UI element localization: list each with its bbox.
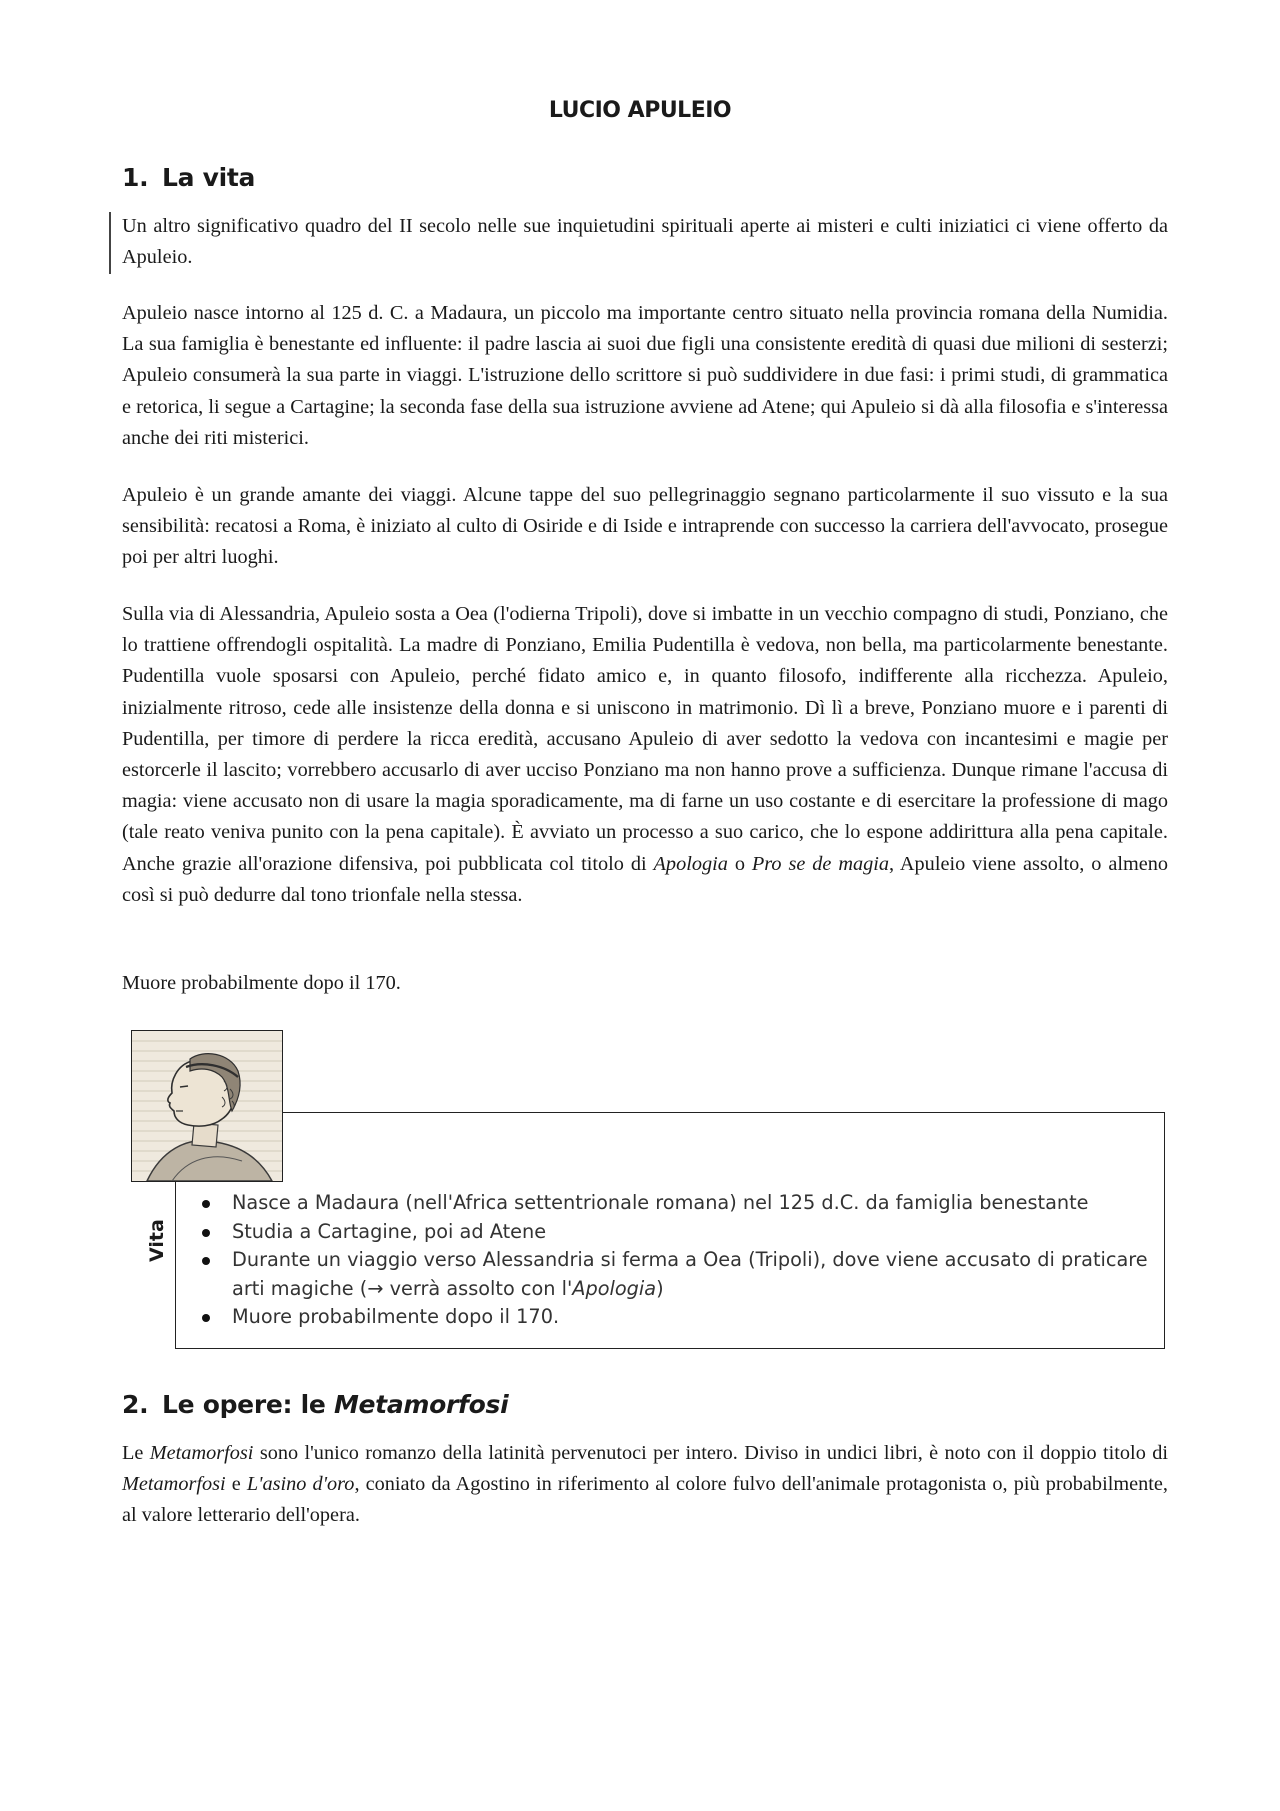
work-title-metamorfosi: Metamorfosi [149,1442,254,1464]
work-title-pro-se-de-magia: Pro se de magia [751,852,890,875]
vita-item-4: Muore probabilmente dopo il 170. [232,1305,560,1328]
intro-margin-bar [109,212,111,274]
section-2-number: 2. [122,1390,149,1419]
section-2-title-prefix: Le opere: le [162,1390,334,1419]
vita-item-3-end: ) [656,1276,664,1300]
bullet-icon [202,1200,210,1208]
section-1-title: La vita [162,163,256,192]
bullet-icon [202,1257,210,1265]
work-title-metamorfosi-2: Metamorfosi [122,1473,226,1496]
paragraph-trial-or: o [727,852,752,875]
metamorfosi-text-b: sono l'unico romanzo della latinità pervenutoci per intero. Diviso in undici libri, è noto con il doppio titolo di [253,1442,1168,1464]
paragraph-trial-text-a: Sulla via di Alessandria, Apuleio sosta a Oea (l'odierna Tripoli), dove si imbatte in un vecchio compagno di studi, Ponziano, che lo trattiene offrendogli ospitalità. La madre di Ponziano, Emilia Pudentilla è vedova, non bella, ma particolarmente benestante. Pudentilla vuole sposarsi con Apuleio, perché fidato amico e, in quanto filosofo, indifferente alla ricchezza. Apuleio, inizialmente ritroso, cede alle insistenze della donna e si uniscono in matrimonio. Dì lì a breve, Ponziano muore e i parenti di Pudentilla, per timore di perdere la ricca eredità, accusano Apuleio di aver sedotto la vedova con incantesimi e magie per estorcerle il lascito; vorrebbero accusarlo di aver ucciso Ponziano ma non hanno prove a sufficienza. Dunque rimane l'accusa di magia: viene accusato non di usare la magia sporadicamente, ma di farne un uso costante e di esercitare la professione di mago (tale reato veniva punito con la pena capitale). È avviato un processo a suo carico, che lo espone addirittura alla pena capitale. Anche grazie all'orazione difensiva, poi pubblicata col titolo di [122,603,1168,875]
work-title-asino-d-oro: L'asino d'oro [246,1473,355,1496]
list-item [194,1218,1154,1247]
vita-label: Vita [146,1219,168,1262]
apuleio-portrait [131,1030,283,1182]
section-1-number: 1. [122,163,149,192]
metamorfosi-text-c: e [225,1473,247,1496]
metamorfosi-text-a: Le [122,1442,150,1464]
document-title: LUCIO APULEIO [548,98,732,123]
bullet-icon [202,1229,210,1237]
metamorfosi-text-d: , coniato da Agostino in riferimento al colore fulvo dell'animale protagonista o, più probabilmente, al valore letterario dell'opera. [122,1473,1168,1527]
vita-list [194,1189,1154,1332]
bullet-icon [202,1314,210,1322]
paragraph-travels: Apuleio è un grande amante dei viaggi. Alcune tappe del suo pellegrinaggio segnano particolarmente il suo vissuto e la sua sensibilità: recatosi a Roma, è iniziato al culto di Osiride e di Iside e intraprende con successo la carriera dell'avvocato, prosegue poi per altri luoghi. [122,484,1168,569]
vita-item-2: Studia a Cartagine, poi ad Atene [232,1219,547,1243]
section-2-title-italic: Metamorfosi [333,1390,509,1419]
vita-item-3: Durante un viaggio verso Alessandria si ferma a Oea (Tripoli), dove viene accusato di praticare arti magiche (→ verrà assolto con l' [232,1248,1148,1300]
paragraph-trial [122,599,1168,911]
list-item [194,1303,1154,1332]
section-2-heading [122,1390,508,1419]
paragraph-birth: Apuleio nasce intorno al 125 d. C. a Madaura, un piccolo ma importante centro situato nella provincia romana della Numidia. La sua famiglia è benestante ed influente: il padre lascia ai suoi due figli una consistente eredità di quasi due milioni di sesterzi; Apuleio consumerà la sua parte in viaggi. L'istruzione dello scrittore si può suddividere in due fasi: i primi studi, di grammatica e retorica, li segue a Cartagine; la seconda fase della sua istruzione avviene ad Atene; qui Apuleio si dà alla filosofia e s'interessa anche dei riti misterici. [122,302,1168,449]
portrait-engraving-icon [132,1031,282,1181]
list-item [194,1246,1154,1303]
intro-paragraph: Un altro significativo quadro del II secolo nelle sue inquietudini spirituali aperte ai misteri e culti iniziatici ci viene offerto da Apuleio. [122,215,1168,269]
vita-item-3-apologia: Apologia [572,1276,657,1300]
vita-item-1: Nasce a Madaura (nell'Africa settentrionale romana) nel 125 d.C. da famiglia benestante [232,1191,1089,1214]
paragraph-metamorfosi [122,1438,1168,1532]
paragraph-death: Muore probabilmente dopo il 170. [122,972,401,994]
list-item [194,1189,1154,1218]
paragraph-trial-text-b: , Apuleio viene assolto, o almeno così si può dedurre dal tono trionfale nella stessa. [122,852,1169,906]
work-title-apologia: Apologia [653,852,728,875]
section-1-heading [122,163,255,192]
